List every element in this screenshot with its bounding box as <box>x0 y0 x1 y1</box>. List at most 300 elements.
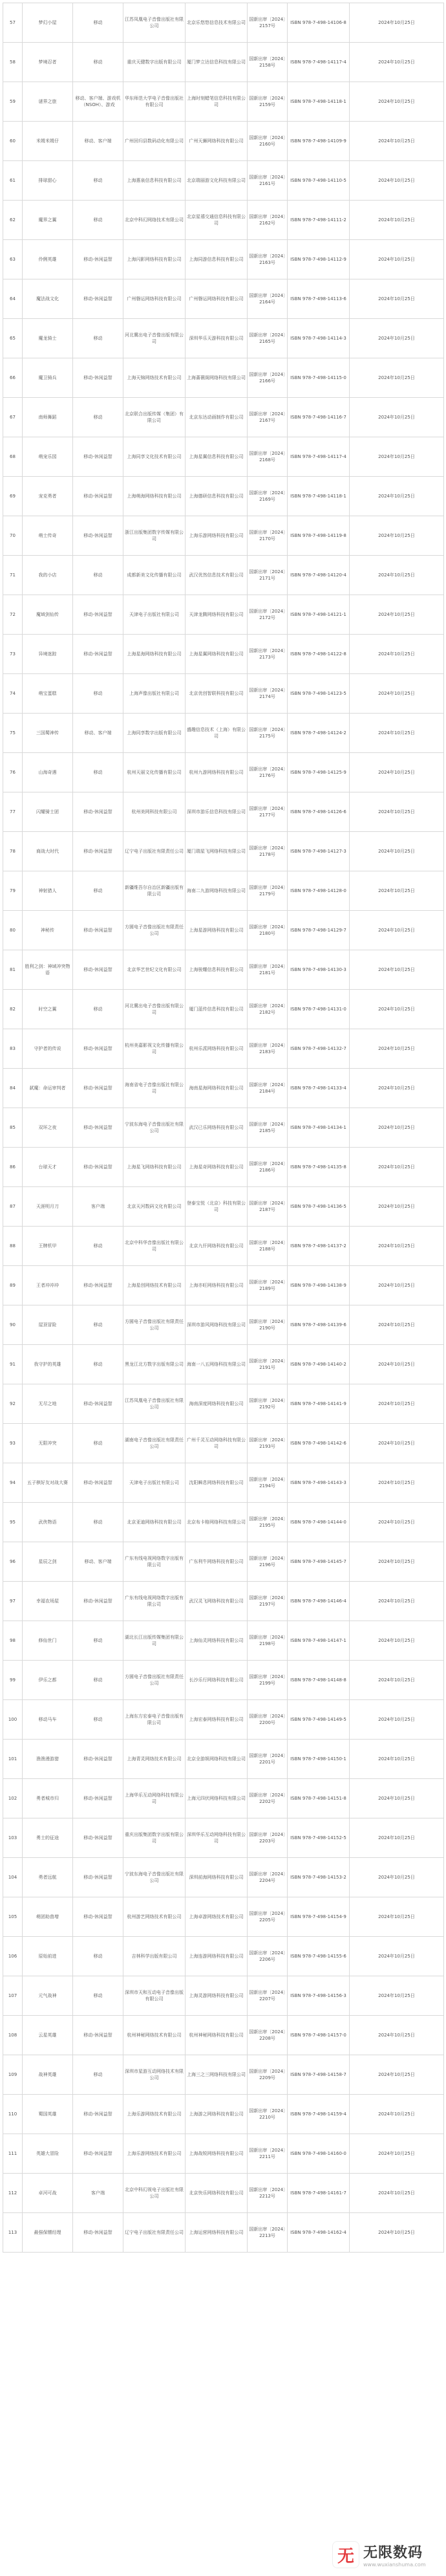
isbn-cell: ISBN 978-7-498-14162-4 <box>288 2213 350 2253</box>
row-number: 65 <box>3 319 23 358</box>
approval-number: 国新出审〔2024〕2193号 <box>248 1424 288 1463</box>
isbn-cell: ISBN 978-7-498-14139-6 <box>288 1305 350 1345</box>
game-type: 移动、客户端 <box>73 714 123 753</box>
approval-number: 国新出审〔2024〕2158号 <box>248 43 288 82</box>
isbn-cell: ISBN 978-7-498-14127-3 <box>288 832 350 871</box>
row-number: 73 <box>3 635 23 674</box>
publisher-cell: 新疆维吾尔自治区新疆出版有限公司 <box>123 871 186 911</box>
approval-date: 2024年10月25日 <box>350 2134 444 2174</box>
game-type: 移动-休闲益智 <box>73 595 123 635</box>
operator-cell: 上海时刻蜡笔信息科技有限公司 <box>186 82 248 122</box>
approval-date: 2024年10月25日 <box>350 1897 444 1937</box>
isbn-cell: ISBN 978-7-498-14118-1 <box>288 477 350 516</box>
approval-number: 国新出审〔2024〕2208号 <box>248 2016 288 2055</box>
approval-date: 2024年10月25日 <box>350 2174 444 2213</box>
row-number: 95 <box>3 1503 23 1542</box>
table-row <box>3 1700 444 1740</box>
publisher-cell: 天津电子出版社有限公司 <box>123 1463 186 1503</box>
game-type: 移动 <box>73 1661 123 1700</box>
game-name: 武侠物语 <box>23 1503 73 1542</box>
isbn-cell: ISBN 978-7-498-14110-5 <box>288 161 350 201</box>
table-row <box>3 161 444 201</box>
table-row <box>3 1818 444 1858</box>
approval-number: 国新出审〔2024〕2166号 <box>248 358 288 398</box>
operator-cell: 海南二九游网络科技有限公司 <box>186 871 248 911</box>
game-type: 移动 <box>73 556 123 595</box>
game-name: 萌士传奇 <box>23 516 73 556</box>
game-name: 魔龙骑士 <box>23 319 73 358</box>
game-type: 移动-休闲益智 <box>73 2095 123 2134</box>
approval-date: 2024年10月25日 <box>350 319 444 358</box>
publisher-cell: 宁波东海电子音像出版社有限公司 <box>123 1108 186 1148</box>
approval-date: 2024年10月25日 <box>350 1818 444 1858</box>
operator-cell: 上海同游信息科技有限公司 <box>186 240 248 279</box>
table-row <box>3 1305 444 1345</box>
game-type: 移动、客户端 <box>73 1542 123 1582</box>
approval-number: 国新出审〔2024〕2205号 <box>248 1897 288 1937</box>
isbn-cell: ISBN 978-7-498-14113-6 <box>288 279 350 319</box>
approval-date: 2024年10月25日 <box>350 1345 444 1384</box>
operator-cell: 北京全游娱网络科技有限公司 <box>186 1740 248 1779</box>
publisher-cell: 江苏凤凰电子音像出版社有限公司 <box>123 1384 186 1424</box>
approval-date: 2024年10月25日 <box>350 911 444 950</box>
game-type: 移动 <box>73 1503 123 1542</box>
approval-number: 国新出审〔2024〕2168号 <box>248 437 288 477</box>
isbn-cell: ISBN 978-7-498-14155-6 <box>288 1937 350 1976</box>
isbn-cell: ISBN 978-7-498-14154-9 <box>288 1897 350 1937</box>
table-row <box>3 1779 444 1818</box>
approval-number: 国新出审〔2024〕2170号 <box>248 516 288 556</box>
approval-date: 2024年10月25日 <box>350 1621 444 1661</box>
approval-date: 2024年10月25日 <box>350 1187 444 1227</box>
isbn-cell: ISBN 978-7-498-14121-1 <box>288 595 350 635</box>
game-type: 移动 <box>73 43 123 82</box>
table-row <box>3 1424 444 1463</box>
approval-number: 国新出审〔2024〕2202号 <box>248 1779 288 1818</box>
operator-cell: 武汉已乐网络科技有限公司 <box>186 1108 248 1148</box>
approval-number: 国新出审〔2024〕2210号 <box>248 2095 288 2134</box>
publisher-cell: 上海同享文化技术有限公司 <box>123 437 186 477</box>
game-name: 山海奇遇 <box>23 753 73 792</box>
approval-date: 2024年10月25日 <box>350 1542 444 1582</box>
publisher-cell: 浙江出版集团数字传媒有限公司 <box>123 516 186 556</box>
row-number: 93 <box>3 1424 23 1463</box>
operator-cell: 沈阳瞬息网络科技有限公司 <box>186 1463 248 1503</box>
table-row <box>3 3 444 43</box>
table-row <box>3 240 444 279</box>
row-number: 57 <box>3 3 23 43</box>
publisher-cell: 北京天河数码文化有限公司 <box>123 1187 186 1227</box>
approval-number: 国新出审〔2024〕2184号 <box>248 1069 288 1108</box>
operator-cell: 广东利牛网络科技有限公司 <box>186 1542 248 1582</box>
publisher-cell: 杭州游艺网络技术有限公司 <box>123 1897 186 1937</box>
game-name: 卓河可战 <box>23 2174 73 2213</box>
approval-date: 2024年10月25日 <box>350 3 444 43</box>
operator-cell: 广州磐运网络科技有限公司 <box>186 279 248 319</box>
game-type: 移动 <box>73 319 123 358</box>
publisher-cell: 上海惠泉信息科技有限公司 <box>123 161 186 201</box>
game-name: 台球天才 <box>23 1148 73 1187</box>
game-type: 移动-休闲益智 <box>73 635 123 674</box>
approval-date: 2024年10月25日 <box>350 516 444 556</box>
approval-number: 国新出审〔2024〕2179号 <box>248 871 288 911</box>
row-number: 111 <box>3 2134 23 2174</box>
row-number: 99 <box>3 1661 23 1700</box>
operator-cell: 上海星翼信息科技有限公司 <box>186 437 248 477</box>
game-name: 萌团助兽增 <box>23 1897 73 1937</box>
approval-number: 国新出审〔2024〕2204号 <box>248 1858 288 1897</box>
approval-number: 国新出审〔2024〕2164号 <box>248 279 288 319</box>
approval-number: 国新出审〔2024〕2198号 <box>248 1621 288 1661</box>
approval-date: 2024年10月25日 <box>350 1937 444 1976</box>
row-number: 74 <box>3 674 23 714</box>
operator-cell: 上海卓游网络技术有限公司 <box>186 1897 248 1937</box>
publisher-cell: 广东有线电视网络数字出版有限公司 <box>123 1542 186 1582</box>
approval-number: 国新出审〔2024〕2189号 <box>248 1266 288 1305</box>
table-row <box>3 1227 444 1266</box>
game-type: 移动 <box>73 201 123 240</box>
approval-date: 2024年10月25日 <box>350 1740 444 1779</box>
game-type: 移动-休闲益智 <box>73 792 123 832</box>
table-row <box>3 122 444 161</box>
operator-cell: 天津龙腾网络科技有限公司 <box>186 595 248 635</box>
approval-date: 2024年10月25日 <box>350 201 444 240</box>
approval-number: 国新出审〔2024〕2159号 <box>248 82 288 122</box>
row-number: 61 <box>3 161 23 201</box>
game-type: 移动-休闲益智 <box>73 279 123 319</box>
approval-date: 2024年10月25日 <box>350 1266 444 1305</box>
approval-date: 2024年10月25日 <box>350 358 444 398</box>
approval-number: 国新出审〔2024〕2161号 <box>248 161 288 201</box>
game-name: 伶俐英雄 <box>23 240 73 279</box>
approval-number: 国新出审〔2024〕2173号 <box>248 635 288 674</box>
game-type: 移动 <box>73 871 123 911</box>
game-name: 天涯明月刀 <box>23 1187 73 1227</box>
isbn-cell: ISBN 978-7-498-14138-9 <box>288 1266 350 1305</box>
publisher-cell: 湖北长江出版传媒集团有限公司 <box>123 1621 186 1661</box>
game-name: 闪耀骑士团 <box>23 792 73 832</box>
game-type: 移动-休闲益智 <box>73 2134 123 2174</box>
publisher-cell: 湖南电子音像出版社有限责任公司 <box>123 1424 186 1463</box>
game-type: 移动-休闲益智 <box>73 240 123 279</box>
publisher-cell: 上海同享数字出版有限公司 <box>123 714 186 753</box>
approval-date: 2024年10月25日 <box>350 792 444 832</box>
row-number: 96 <box>3 1542 23 1582</box>
table-row <box>3 911 444 950</box>
publisher-cell: 上海东方宏泰电子音像出版有限公司 <box>123 1700 186 1740</box>
approval-date: 2024年10月25日 <box>350 2055 444 2095</box>
isbn-cell: ISBN 978-7-498-14148-8 <box>288 1661 350 1700</box>
approval-number: 国新出审〔2024〕2213号 <box>248 2213 288 2253</box>
game-type: 移动 <box>73 1976 123 2016</box>
isbn-cell: ISBN 978-7-498-14142-6 <box>288 1424 350 1463</box>
game-type: 移动 <box>73 1621 123 1661</box>
publisher-cell: 上海星海网络科技有限公司 <box>123 635 186 674</box>
game-name: 无限冲突 <box>23 1424 73 1463</box>
row-number: 80 <box>3 911 23 950</box>
approval-number: 国新出审〔2024〕2211号 <box>248 2134 288 2174</box>
operator-cell: 厦门瑞星飞网络科技有限公司 <box>186 832 248 871</box>
operator-cell: 北京东达动画制作有限公司 <box>186 398 248 437</box>
approval-number: 国新出审〔2024〕2186号 <box>248 1148 288 1187</box>
operator-cell: 上海星游网络科技有限公司 <box>186 911 248 950</box>
game-name: 三国蜀神传 <box>23 714 73 753</box>
operator-cell: 北京星禧交通信息科技有限公司 <box>186 201 248 240</box>
approval-date: 2024年10月25日 <box>350 1976 444 2016</box>
table-row <box>3 1621 444 1661</box>
approval-date: 2024年10月25日 <box>350 1384 444 1424</box>
table-row <box>3 516 444 556</box>
isbn-cell: ISBN 978-7-498-14134-1 <box>288 1108 350 1148</box>
table-row <box>3 871 444 911</box>
game-name: 伊乐之都 <box>23 1661 73 1700</box>
isbn-cell: ISBN 978-7-498-14158-7 <box>288 2055 350 2095</box>
isbn-cell: ISBN 978-7-498-14146-4 <box>288 1582 350 1621</box>
operator-cell: 厦门蓝传信息科技有限公司 <box>186 990 248 1029</box>
isbn-cell: ISBN 978-7-498-14147-1 <box>288 1621 350 1661</box>
table-row <box>3 2095 444 2134</box>
approval-date: 2024年10月25日 <box>350 871 444 911</box>
game-name: 修仙世门 <box>23 1621 73 1661</box>
approval-number: 国新出审〔2024〕2171号 <box>248 556 288 595</box>
game-type: 移动 <box>73 161 123 201</box>
game-name: 移动马车 <box>23 1700 73 1740</box>
row-number: 64 <box>3 279 23 319</box>
operator-cell: 杭州神秘网络科技有限公司 <box>186 2016 248 2055</box>
game-name: 我守护的英雄 <box>23 1345 73 1384</box>
game-type: 移动 <box>73 1937 123 1976</box>
operator-cell: 杭州九游网络科技有限公司 <box>186 753 248 792</box>
table-row <box>3 1740 444 1779</box>
approval-date: 2024年10月25日 <box>350 43 444 82</box>
approval-number: 国新出审〔2024〕2206号 <box>248 1937 288 1976</box>
approval-date: 2024年10月25日 <box>350 2095 444 2134</box>
game-name: 神秘传 <box>23 911 73 950</box>
game-name: 我的小店 <box>23 556 73 595</box>
approval-number: 国新出审〔2024〕2197号 <box>248 1582 288 1621</box>
publisher-cell: 辽宁电子出版社有限责任公司 <box>123 2213 186 2253</box>
operator-cell: 深圳市游风网络科技有限公司 <box>186 1305 248 1345</box>
watermark <box>332 2537 442 2572</box>
game-name: 魔法战文化 <box>23 279 73 319</box>
game-name: 星辰之剑 <box>23 1542 73 1582</box>
approval-number: 国新出审〔2024〕2180号 <box>248 911 288 950</box>
operator-cell: 海南一八五网络科技有限公司 <box>186 1345 248 1384</box>
row-number: 103 <box>3 1818 23 1858</box>
game-name: 屋顶冒险 <box>23 1305 73 1345</box>
table-row <box>3 950 444 990</box>
table-row <box>3 1384 444 1424</box>
publisher-cell: 河北冀出电子音像出版有限公司 <box>123 319 186 358</box>
operator-cell: 上海灵游网络科技有限公司 <box>186 1976 248 2016</box>
game-name: 南师舞蹈 <box>23 398 73 437</box>
operator-cell: 上海战锐网络科技有限公司 <box>186 2134 248 2174</box>
isbn-cell: ISBN 978-7-498-14106-8 <box>288 3 350 43</box>
row-number: 62 <box>3 201 23 240</box>
row-number: 91 <box>3 1345 23 1384</box>
isbn-cell: ISBN 978-7-498-14144-0 <box>288 1503 350 1542</box>
row-number: 81 <box>3 950 23 990</box>
approval-number: 国新出审〔2024〕2181号 <box>248 950 288 990</box>
approval-date: 2024年10月25日 <box>350 2016 444 2055</box>
game-name: 蜀国英雄 <box>23 2095 73 2134</box>
publisher-cell: 深圳市星游互动网络技术有限公司 <box>123 2055 186 2095</box>
game-name: 宠克勇者 <box>23 477 73 516</box>
game-type: 移动-休闲益智 <box>73 437 123 477</box>
row-number: 84 <box>3 1069 23 1108</box>
game-name: 排球甜心 <box>23 161 73 201</box>
table-row <box>3 753 444 792</box>
game-name: 梦幻小屋 <box>23 3 73 43</box>
publisher-cell: 北京联合出版传媒（集团）有限公司 <box>123 398 186 437</box>
row-number: 86 <box>3 1148 23 1187</box>
isbn-cell: ISBN 978-7-498-14160-0 <box>288 2134 350 2174</box>
row-number: 59 <box>3 82 23 122</box>
table-row <box>3 1937 444 1976</box>
game-type: 移动-休闲益智 <box>73 1463 123 1503</box>
publisher-cell: 北京亚迪网络科技有限公司 <box>123 1503 186 1542</box>
operator-cell: 上海仙灵网络科技有限公司 <box>186 1621 248 1661</box>
table-row <box>3 990 444 1029</box>
isbn-cell: ISBN 978-7-498-14126-6 <box>288 792 350 832</box>
operator-cell: 上海乐游网络科技有限公司 <box>186 516 248 556</box>
operator-cell: 上海运营网络科技有限公司 <box>186 2213 248 2253</box>
table-row <box>3 1661 444 1700</box>
approval-number: 国新出审〔2024〕2157号 <box>248 3 288 43</box>
isbn-cell: ISBN 978-7-498-14150-1 <box>288 1740 350 1779</box>
game-type: 移动 <box>73 2055 123 2095</box>
game-name: 原始前进 <box>23 1937 73 1976</box>
publisher-cell: 上海星飞网络科技有限公司 <box>123 1148 186 1187</box>
watermark-text <box>363 2542 426 2568</box>
game-type: 移动 <box>73 1305 123 1345</box>
table-row <box>3 595 444 635</box>
table-row <box>3 1463 444 1503</box>
game-name: 萌宠乐园 <box>23 437 73 477</box>
operator-cell: 上海星翼网络科技有限公司 <box>186 635 248 674</box>
operator-cell: 上海连游网络科技有限公司 <box>186 1937 248 1976</box>
approval-number: 国新出审〔2024〕2175号 <box>248 714 288 753</box>
table-row <box>3 1542 444 1582</box>
row-number: 89 <box>3 1266 23 1305</box>
approval-number: 国新出审〔2024〕2209号 <box>248 2055 288 2095</box>
game-name: 幸福农场屋 <box>23 1582 73 1621</box>
operator-cell: 北京快乐网络科技有限公司 <box>186 2174 248 2213</box>
publisher-cell: 杭州美网科技有限公司 <box>123 792 186 832</box>
publisher-cell: 上海闪影网络科技有限公司 <box>123 240 186 279</box>
row-number: 58 <box>3 43 23 82</box>
approval-date: 2024年10月25日 <box>350 832 444 871</box>
operator-cell: 上海星奇网络科技有限公司 <box>186 1148 248 1187</box>
isbn-cell: ISBN 978-7-498-14141-9 <box>288 1384 350 1424</box>
game-type: 移动 <box>73 1424 123 1463</box>
game-name: 弑魔：命运审判者 <box>23 1069 73 1108</box>
approval-date: 2024年10月25日 <box>350 1148 444 1187</box>
isbn-cell: ISBN 978-7-498-14153-2 <box>288 1858 350 1897</box>
table-row <box>3 201 444 240</box>
row-number: 90 <box>3 1305 23 1345</box>
isbn-cell: ISBN 978-7-498-14151-8 <box>288 1779 350 1818</box>
approval-date: 2024年10月25日 <box>350 1069 444 1108</box>
approval-table <box>3 3 444 2253</box>
operator-cell: 深圳华乐互动网络科技有限公司 <box>186 1818 248 1858</box>
isbn-cell: ISBN 978-7-498-14116-7 <box>288 398 350 437</box>
table-row <box>3 1345 444 1384</box>
row-number: 63 <box>3 240 23 279</box>
game-name: 英雄大冒险 <box>23 2134 73 2174</box>
publisher-cell: 深圳市天和互动电子音像出版有限公司 <box>123 1976 186 2016</box>
publisher-cell: 上海星创网络技术有限公司 <box>123 1266 186 1305</box>
isbn-cell: ISBN 978-7-498-14124-2 <box>288 714 350 753</box>
row-number: 67 <box>3 398 23 437</box>
game-type: 移动-休闲益智 <box>73 1818 123 1858</box>
approval-date: 2024年10月25日 <box>350 82 444 122</box>
row-number: 82 <box>3 990 23 1029</box>
publisher-cell: 辽宁电子出版社有限责任公司 <box>123 832 186 871</box>
game-name: 战神英雄 <box>23 2055 73 2095</box>
operator-cell: 厦门梦立达信息科技有限公司 <box>186 43 248 82</box>
game-name: 米姆米姆仔 <box>23 122 73 161</box>
isbn-cell: ISBN 978-7-498-14128-0 <box>288 871 350 911</box>
approval-number: 国新出审〔2024〕2162号 <box>248 201 288 240</box>
approval-date: 2024年10月25日 <box>350 635 444 674</box>
approval-date: 2024年10月25日 <box>350 1503 444 1542</box>
approval-number: 国新出审〔2024〕2167号 <box>248 398 288 437</box>
game-type: 移动-休闲益智 <box>73 911 123 950</box>
publisher-cell: 海南省电子音像出版社有限公司 <box>123 1069 186 1108</box>
approval-date: 2024年10月25日 <box>350 1227 444 1266</box>
game-type: 移动、客户端、游戏机（NSOH）、游戏 <box>73 82 123 122</box>
operator-cell: 上海德研信息科技有限公司 <box>186 477 248 516</box>
publisher-cell: 上海萌海网络科技有限公司 <box>123 477 186 516</box>
publisher-cell: 广州磐运网络科技有限公司 <box>123 279 186 319</box>
approval-number: 国新出审〔2024〕2182号 <box>248 990 288 1029</box>
approval-number: 国新出审〔2024〕2191号 <box>248 1345 288 1384</box>
isbn-cell: ISBN 978-7-498-14135-8 <box>288 1148 350 1187</box>
row-number: 102 <box>3 1779 23 1818</box>
row-number: 71 <box>3 556 23 595</box>
table-row <box>3 2055 444 2095</box>
approval-number: 国新出审〔2024〕2177号 <box>248 792 288 832</box>
approval-number: 国新出审〔2024〕2174号 <box>248 674 288 714</box>
approval-date: 2024年10月25日 <box>350 1779 444 1818</box>
approval-date: 2024年10月25日 <box>350 990 444 1029</box>
isbn-cell: ISBN 978-7-498-14129-7 <box>288 911 350 950</box>
approval-number: 国新出审〔2024〕2160号 <box>248 122 288 161</box>
game-name: 王者冲冲冲 <box>23 1266 73 1305</box>
watermark-title: 无限数码 <box>363 2545 423 2561</box>
table-row <box>3 714 444 753</box>
approval-number: 国新出审〔2024〕2203号 <box>248 1818 288 1858</box>
row-number: 104 <box>3 1858 23 1897</box>
approval-number: 国新出审〔2024〕2195号 <box>248 1503 288 1542</box>
row-number: 107 <box>3 1976 23 2016</box>
row-number: 75 <box>3 714 23 753</box>
game-type: 移动-休闲益智 <box>73 1148 123 1187</box>
table-row <box>3 1503 444 1542</box>
row-number: 108 <box>3 2016 23 2055</box>
approval-date: 2024年10月25日 <box>350 2213 444 2253</box>
row-number: 76 <box>3 753 23 792</box>
approval-date: 2024年10月25日 <box>350 1108 444 1148</box>
isbn-cell: ISBN 978-7-498-14136-5 <box>288 1187 350 1227</box>
publisher-cell: 上海乐游网络技术有限公司 <box>123 2134 186 2174</box>
isbn-cell: ISBN 978-7-498-14159-4 <box>288 2095 350 2134</box>
isbn-cell: ISBN 978-7-498-14122-8 <box>288 635 350 674</box>
approval-date: 2024年10月25日 <box>350 1305 444 1345</box>
operator-cell: 武汉优然信息技术有限公司 <box>186 556 248 595</box>
operator-cell: 上海元四伏网络科技有限公司 <box>186 1779 248 1818</box>
